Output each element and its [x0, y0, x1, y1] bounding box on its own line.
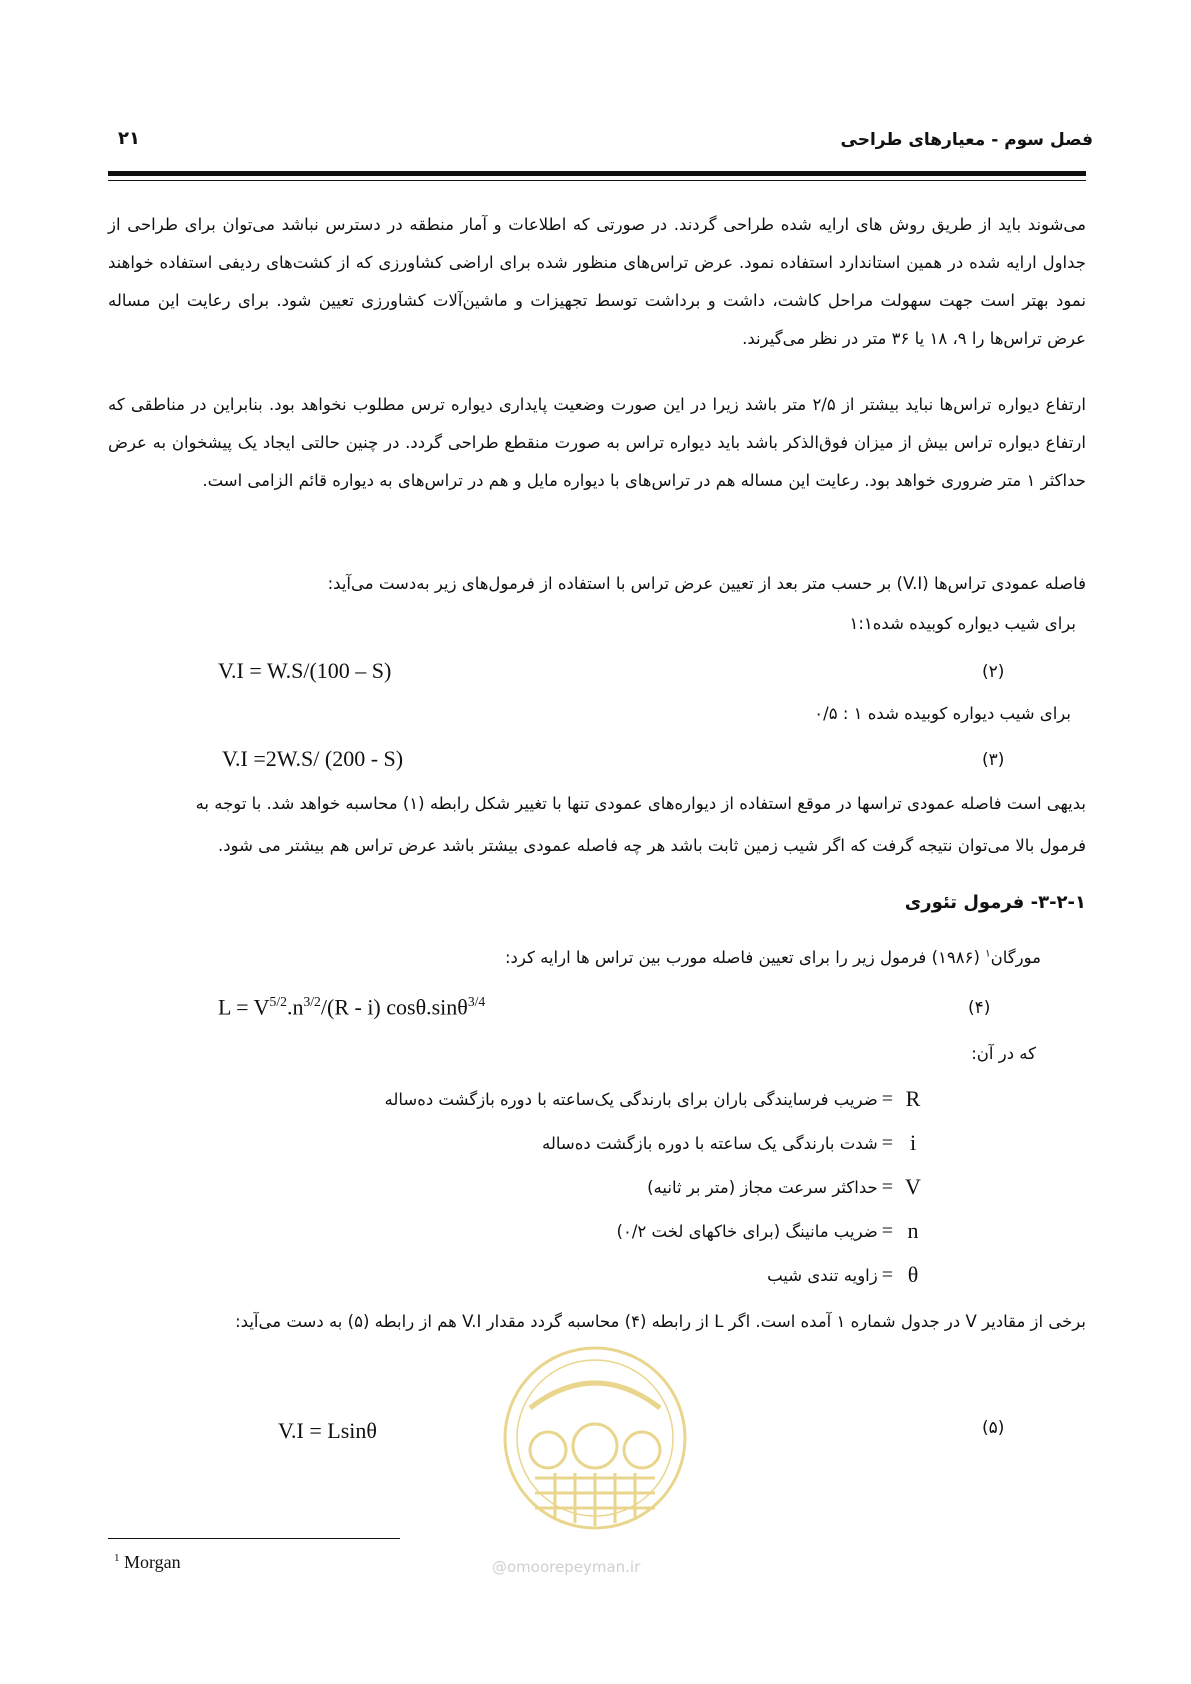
variable-equals-R: =	[881, 1087, 893, 1110]
formula-4-exp1: 5/2	[269, 994, 287, 1009]
variable-desc-theta: زاویه تندی شیب	[767, 1265, 878, 1285]
footnote-text: Morgan	[119, 1552, 181, 1572]
footnote-marker: ۱	[985, 948, 991, 960]
paragraph-terrace-width: می‌شوند باید از طریق روش های ارایه شده طراحی گردند. در صورتی که اطلاعات و آمار منطقه در دسترس نباشد می‌توان برای طراحی از جداول ارایه شده در همین استاندارد استفاده نمود. عرض تراس‌های منظور شده برای اراضی کشاورزی که از کشت‌های ردیفی استفاده خواهند نمود بهتر است جهت سهولت مراحل کاشت، داشت و برداشت توسط تجهیزات و ماشین‌آلات کشاورزی تعیین شود. برای رعایت این مساله عرض تراس‌ها را ۹، ۱۸ یا ۳۶ متر در نظر می‌گیرند.	[108, 215, 1086, 348]
paragraph-vertical-walls-line2: فرمول بالا می‌توان نتیجه گرفت که اگر شیب زمین ثابت باشد هر چه فاصله عمودی بیشتر باشد عرض تراس هم بیشتر می شود.	[217, 836, 1086, 855]
equation-number-5: (۵)	[982, 1418, 1005, 1438]
watermark-text: @omoorepeyman.ir	[492, 1558, 641, 1576]
watermark-stamp-icon	[490, 1338, 700, 1538]
variable-symbol-theta: θ	[907, 1262, 919, 1287]
section-heading: ۳-۲-۱- فرمول تئوری	[904, 892, 1086, 913]
footnote-rule	[108, 1538, 400, 1539]
morgan-name: مورگان	[990, 948, 1041, 967]
footnote	[114, 1552, 181, 1573]
page-number: ۲۱	[118, 128, 140, 149]
variable-row-R	[384, 1086, 929, 1112]
paragraph-vertical-walls-line1: بدیهی است فاصله عمودی تراسها در موقع استفاده از دیواره‌های عمودی تنها با تغییر شکل رابطه (۱) محاسبه خواهد شد. با توجه به	[195, 794, 1086, 813]
variable-row-n	[617, 1218, 929, 1244]
formula-4-exp2: 3/2	[303, 994, 321, 1009]
formula-4-exp3: 3/4	[467, 994, 486, 1009]
slope2-label: برای شیب دیواره کوبیده شده ۱ : ۰/۵	[814, 704, 1071, 723]
equation-number-2: (۲)	[982, 662, 1005, 682]
footnote-number: 1	[114, 1552, 120, 1564]
morgan-intro-rest: (۱۹۸۶) فرمول زیر را برای تعیین فاصله مورب بین تراس ها ارایه کرد:	[504, 948, 986, 967]
equation-number-3: (۳)	[982, 750, 1005, 770]
formula-3: V.I =2W.S/ (200 - S)	[222, 746, 404, 771]
formula-4-part1: L = V	[218, 994, 270, 1020]
header-rule-thin	[108, 180, 1086, 181]
chapter-title: فصل سوم - معیارهای طراحی	[840, 130, 1093, 150]
variable-equals-i: =	[881, 1131, 893, 1154]
variable-desc-V: حداکثر سرعت مجاز (متر بر ثانیه)	[647, 1177, 878, 1197]
slope1-label: برای شیب دیواره کوبیده شده۱:۱	[849, 614, 1076, 633]
variable-equals-theta: =	[881, 1263, 893, 1286]
values-line: برخی از مقادیر V در جدول شماره ۱ آمده است. اگر L از رابطه (۴) محاسبه گردد مقدار V.I هم از رابطه (۵) به دست می‌آید:	[235, 1312, 1086, 1331]
paragraph-wall-height: ارتفاع دیواره تراس‌ها نباید بیشتر از ۲/۵ متر باشد زیرا در این صورت وضعیت پایداری دیواره ترس مطلوب نخواهد بود. بنابراین در مناطقی که ارتفاع دیواره تراس بیش از میزان فوق‌الذکر باشد باید دیواره تراس به صورت منقطع طراحی گردد. در چنین حالتی ایجاد یک پیشخوان به عرض حداکثر ۱ متر ضروری خواهد بود. رعایت این مساله هم در تراس‌های با دیواره مایل و هم در تراس‌های به دیواره قائم الزامی است.	[108, 395, 1086, 490]
equation-number-4: (۴)	[968, 998, 991, 1018]
variable-desc-i: شدت بارندگی یک ساعته با دوره بازگشت ده‌ساله	[542, 1133, 878, 1153]
formula-4-part2: .n	[286, 994, 304, 1020]
formula-4-part3: /(R - i) cosθ.sinθ	[320, 994, 468, 1020]
formula-5: V.I = Lsinθ	[278, 1418, 377, 1443]
variable-desc-n: ضریب مانینگ (برای خاکهای لخت ۰/۲)	[616, 1221, 878, 1241]
variable-row-theta	[767, 1262, 929, 1288]
variable-symbol-n: n	[907, 1218, 919, 1243]
formula-2: V.I = W.S/(100 – S)	[218, 658, 392, 683]
variable-row-i	[542, 1130, 929, 1156]
variable-row-V	[647, 1174, 929, 1200]
variable-equals-V: =	[881, 1175, 893, 1198]
variable-desc-R: ضریب فرسایندگی باران برای بارندگی یک‌ساعته با دوره بازگشت ده‌ساله	[384, 1089, 878, 1109]
variable-symbol-R: R	[905, 1086, 921, 1111]
morgan-intro	[505, 948, 1041, 967]
variable-symbol-V: V	[905, 1174, 921, 1199]
variable-equals-n: =	[881, 1219, 893, 1242]
where-label: که در آن:	[971, 1044, 1036, 1063]
formula-4	[218, 994, 485, 1020]
header-rule-thick	[108, 171, 1086, 176]
vi-intro: فاصله عمودی تراس‌ها (V.I) بر حسب متر بعد از تعیین عرض تراس با استفاده از فرمول‌های زیر به‌دست می‌آید:	[327, 574, 1086, 593]
variable-symbol-i: i	[909, 1130, 917, 1155]
